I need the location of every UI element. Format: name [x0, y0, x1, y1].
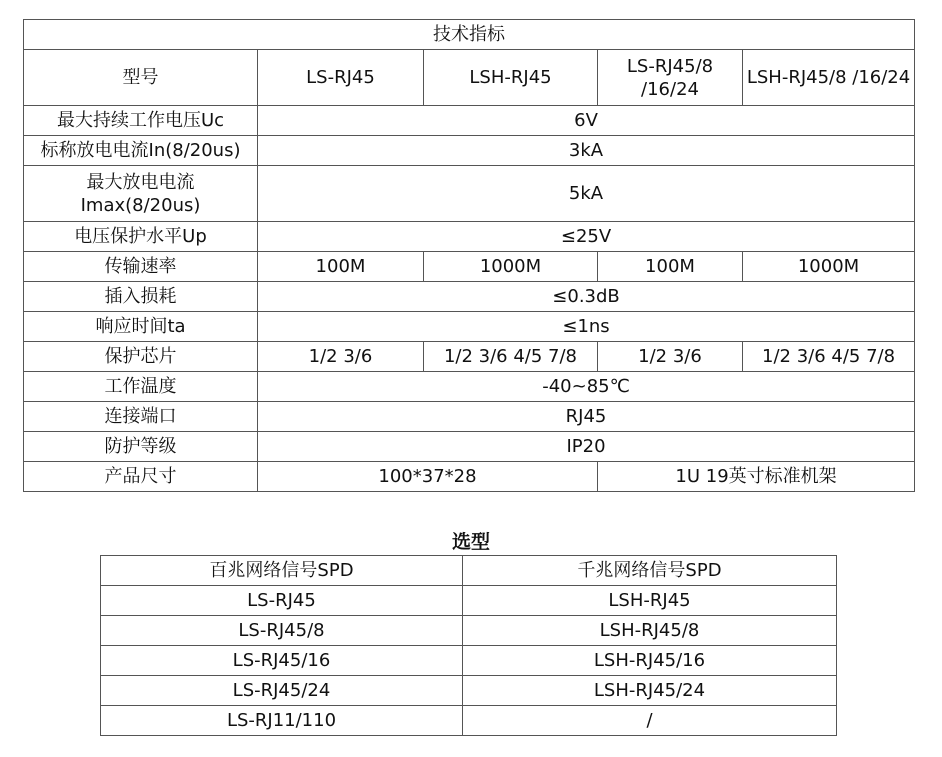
selection-title: 选型: [451, 531, 490, 553]
model-cell: LSH-RJ45/8 /16/24: [743, 50, 915, 106]
spec-label: 插入损耗: [24, 282, 258, 312]
spec-value: 1/2 3/6 4/5 7/8: [424, 342, 598, 372]
selection-cell: LSH-RJ45/24: [463, 676, 837, 706]
model-label: 型号: [24, 50, 258, 106]
selection-cell: LSH-RJ45/8: [463, 616, 837, 646]
spec-row-insertion-loss: [24, 282, 915, 312]
spec-row-temperature: [24, 372, 915, 402]
selection-cell: LS-RJ45/24: [101, 676, 463, 706]
spec-row-max-voltage: [24, 106, 915, 136]
spec-label: 最大放电电流 Imax(8/20us): [24, 166, 258, 222]
selection-cell: LSH-RJ45: [463, 586, 837, 616]
selection-header: 千兆网络信号SPD: [463, 556, 837, 586]
spec-value: 5kA: [258, 166, 915, 222]
spec-value: 1/2 3/6: [258, 342, 424, 372]
spec-value: 3kA: [258, 136, 915, 166]
spec-value: ≤0.3dB: [258, 282, 915, 312]
spec-value: 1U 19英寸标准机架: [598, 462, 915, 492]
spec-row-transfer-rate: [24, 252, 915, 282]
model-cell: LSH-RJ45: [424, 50, 598, 106]
spec-row-protection-grade: [24, 432, 915, 462]
spec-value: ≤1ns: [258, 312, 915, 342]
spec-title: 技术指标: [24, 20, 915, 50]
spec-value: 100M: [598, 252, 743, 282]
selection-cell: /: [463, 706, 837, 736]
selection-cell: LS-RJ45/16: [101, 646, 463, 676]
selection-cell: LS-RJ45/8: [101, 616, 463, 646]
model-cell: LS-RJ45: [258, 50, 424, 106]
spec-title-row: [24, 20, 915, 50]
spec-value: 100M: [258, 252, 424, 282]
selection-header-row: [101, 556, 837, 586]
spec-value: -40~85℃: [258, 372, 915, 402]
model-cell: LS-RJ45/8 /16/24: [598, 50, 743, 106]
spec-value: 1/2 3/6 4/5 7/8: [743, 342, 915, 372]
spec-value: 1000M: [743, 252, 915, 282]
table-row: [101, 706, 837, 736]
spec-row-protected-pins: [24, 342, 915, 372]
spec-label: 响应时间ta: [24, 312, 258, 342]
spec-row-size: [24, 462, 915, 492]
table-row: [101, 646, 837, 676]
spec-label: 连接端口: [24, 402, 258, 432]
table-row: [101, 616, 837, 646]
spec-value: 1/2 3/6: [598, 342, 743, 372]
spec-row-response-time: [24, 312, 915, 342]
model-row: [24, 50, 915, 106]
selection-cell: LSH-RJ45/16: [463, 646, 837, 676]
selection-table: [100, 555, 837, 736]
spec-label: 标称放电电流In(8/20us): [24, 136, 258, 166]
spec-label: 防护等级: [24, 432, 258, 462]
spec-label: 产品尺寸: [24, 462, 258, 492]
spec-value: 100*37*28: [258, 462, 598, 492]
spec-label: 电压保护水平Up: [24, 222, 258, 252]
spec-value: IP20: [258, 432, 915, 462]
spec-row-max-current: [24, 166, 915, 222]
spec-value: 6V: [258, 106, 915, 136]
spec-table: [23, 19, 915, 492]
spec-label: 传输速率: [24, 252, 258, 282]
spec-label: 保护芯片: [24, 342, 258, 372]
spec-value: RJ45: [258, 402, 915, 432]
spec-label: 最大持续工作电压Uc: [24, 106, 258, 136]
spec-value: ≤25V: [258, 222, 915, 252]
selection-header: 百兆网络信号SPD: [101, 556, 463, 586]
spec-row-nominal-current: [24, 136, 915, 166]
spec-row-protection-level: [24, 222, 915, 252]
spec-label: 工作温度: [24, 372, 258, 402]
spec-row-port: [24, 402, 915, 432]
spec-value: 1000M: [424, 252, 598, 282]
table-row: [101, 676, 837, 706]
selection-cell: LS-RJ45: [101, 586, 463, 616]
table-row: [101, 586, 837, 616]
selection-cell: LS-RJ11/110: [101, 706, 463, 736]
